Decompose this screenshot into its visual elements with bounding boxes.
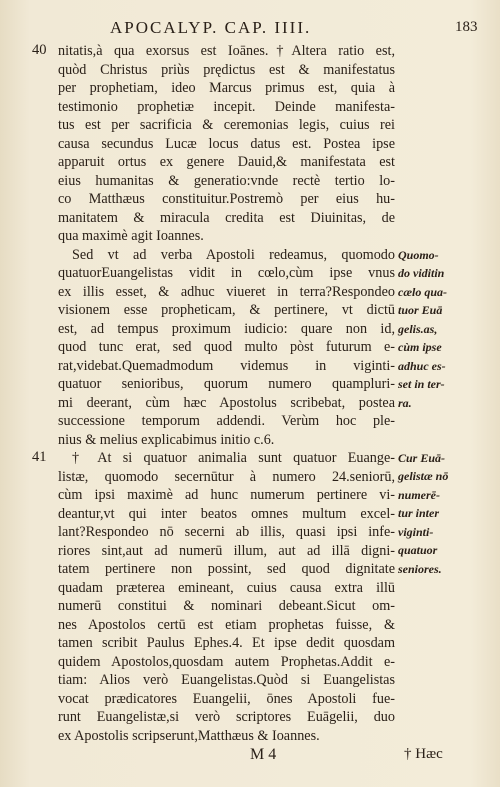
text-line: tatem pertinere non possint, sed quod dignitate xyxy=(58,561,395,577)
text-line: ex Apostolis scripserunt,Matthæus & Ioannes. xyxy=(58,727,320,744)
body-text xyxy=(58,42,395,745)
margin-note-line: do viditin xyxy=(398,266,445,280)
margin-note-line: tuor Euā xyxy=(398,303,443,317)
text-line: quòd Christus priùs prędictus est & manifestatus xyxy=(58,61,395,78)
line-number-40: 40 xyxy=(32,42,47,58)
text-line: runt Euangelistæ,si verò scriptores Euāgelii, duo xyxy=(58,709,395,725)
text-line: listæ, quomodo secernūtur à numero 24.seniorū, xyxy=(58,468,395,485)
margin-note-line: set in ter- xyxy=(398,377,445,391)
text-line: † At si quatuor animalia sunt quatuor Euange- xyxy=(72,450,395,466)
text-line: qua maximè agit Ioannes. xyxy=(58,228,204,244)
margin-note-line: Cur Euā- xyxy=(398,450,446,465)
text-line: tamen scribit Paulus Ephes.4. Et ipse dedit quosdam xyxy=(58,635,395,651)
text-line: deantur,vt qui inter beatos omnes multum excel- xyxy=(58,505,395,522)
margin-note-line: tur inter xyxy=(398,506,440,520)
text-line: ex illis esset, & adhuc viueret in terra?Respondeo xyxy=(58,283,395,300)
line-number-41: 41 xyxy=(32,448,47,465)
margin-note-2 xyxy=(398,449,473,579)
text-line: quatuorEuangelistas vidit in cœlo,cùm ipse vnus xyxy=(58,265,395,281)
catchword: † Hæc xyxy=(404,746,443,762)
text-line: tiam: Alios verò Euangelistas.Quòd si Euangelistas xyxy=(58,672,395,688)
margin-note-line: quatuor xyxy=(398,543,438,557)
text-line: successione temporum addendi. Verùm hoc ple- xyxy=(58,413,395,429)
text-line: mi deerant, cùm hæc Apostolus scribebat, postea xyxy=(58,394,395,411)
margin-note-line: viginti- xyxy=(398,524,434,539)
text-line: quatuor senioribus, quorum numero quampluri- xyxy=(58,376,395,392)
text-line: lant?Respondeo nō secerni ab illis, quasi ipsi infe- xyxy=(58,524,395,540)
margin-note-line: Quomo- xyxy=(398,247,439,262)
text-line: quadam præterea emineant, cuius causa extra illū xyxy=(58,579,395,596)
text-line: nius & melius explicabimus initio c.6. xyxy=(58,431,275,448)
text-line: riores sint,aut ad numerū illum, aut ad illā digni- xyxy=(58,542,395,559)
text-line: causa secundus Lucæ locus datus est. Postea ipse xyxy=(58,135,395,152)
margin-note-line: ra. xyxy=(398,395,412,410)
margin-note-line: gelis.as, xyxy=(398,321,438,336)
text-line: quod tunc erat, sed quod multo pòst futurum e- xyxy=(58,339,395,355)
margin-note-line: cælo qua- xyxy=(398,284,447,299)
margin-note-line: cùm ipse xyxy=(398,340,442,354)
running-head: APOCALYP. CAP. IIII. xyxy=(110,18,312,37)
text-line: nitatis,à qua exorsus est Ioānes.†Altera ratio est, xyxy=(58,43,395,59)
text-line: visionem esse propheticam, & pertinere, vt dictū xyxy=(58,302,395,318)
text-line: tus est per sacrificia & ceremonias legis, cuius rei xyxy=(58,117,395,133)
text-line: cùm ipsi maximè ad hunc numerum pertinere vi- xyxy=(58,487,395,503)
page-footer xyxy=(0,746,500,766)
text-line: rat,videbat.Quemadmodum videmus in viginti- xyxy=(58,357,395,374)
margin-note-line: numerē- xyxy=(398,487,440,502)
margin-note-line: gelistæ nō xyxy=(398,469,449,483)
text-line: est, ad tempus proximum iudicio: quare non id, xyxy=(58,320,395,337)
text-line: Sed vt ad verba Apostoli redeamus, quomodo xyxy=(72,246,395,263)
text-line: per prophetiam, ideo Marcus primus est, quia à xyxy=(58,80,395,96)
page-header xyxy=(0,18,500,40)
text-line: eius humanitas & generatio:vnde rectè tertio lo- xyxy=(58,172,395,189)
signature-mark: M 4 xyxy=(250,746,277,763)
page-number: 183 xyxy=(455,19,478,35)
text-line: nes Apostolos certū est etiam prophetas fuisse, & xyxy=(58,616,395,633)
text-line: co Matthæus constituitur.Postremò per eius hu- xyxy=(58,191,395,207)
text-line: testimonio prophetiæ incepit. Deinde manifesta- xyxy=(58,98,395,115)
margin-note-line: adhuc es- xyxy=(398,358,446,373)
text-line: numerū constitui & nominari debeant.Sicut om- xyxy=(58,598,395,614)
text-line: apparuit ortus ex genere Dauid,& manifestata est xyxy=(58,154,395,170)
text-line: quidem Apostolos,quosdam autem Prophetas.Addit e- xyxy=(58,653,395,670)
margin-note-line: seniores. xyxy=(398,561,442,576)
text-line: manitatem & miracula credita est Diuinitas, de xyxy=(58,209,395,226)
margin-note-1 xyxy=(398,246,473,413)
text-line: vocat prædicatores Euangelii, ōnes Apostoli fue- xyxy=(58,690,395,707)
